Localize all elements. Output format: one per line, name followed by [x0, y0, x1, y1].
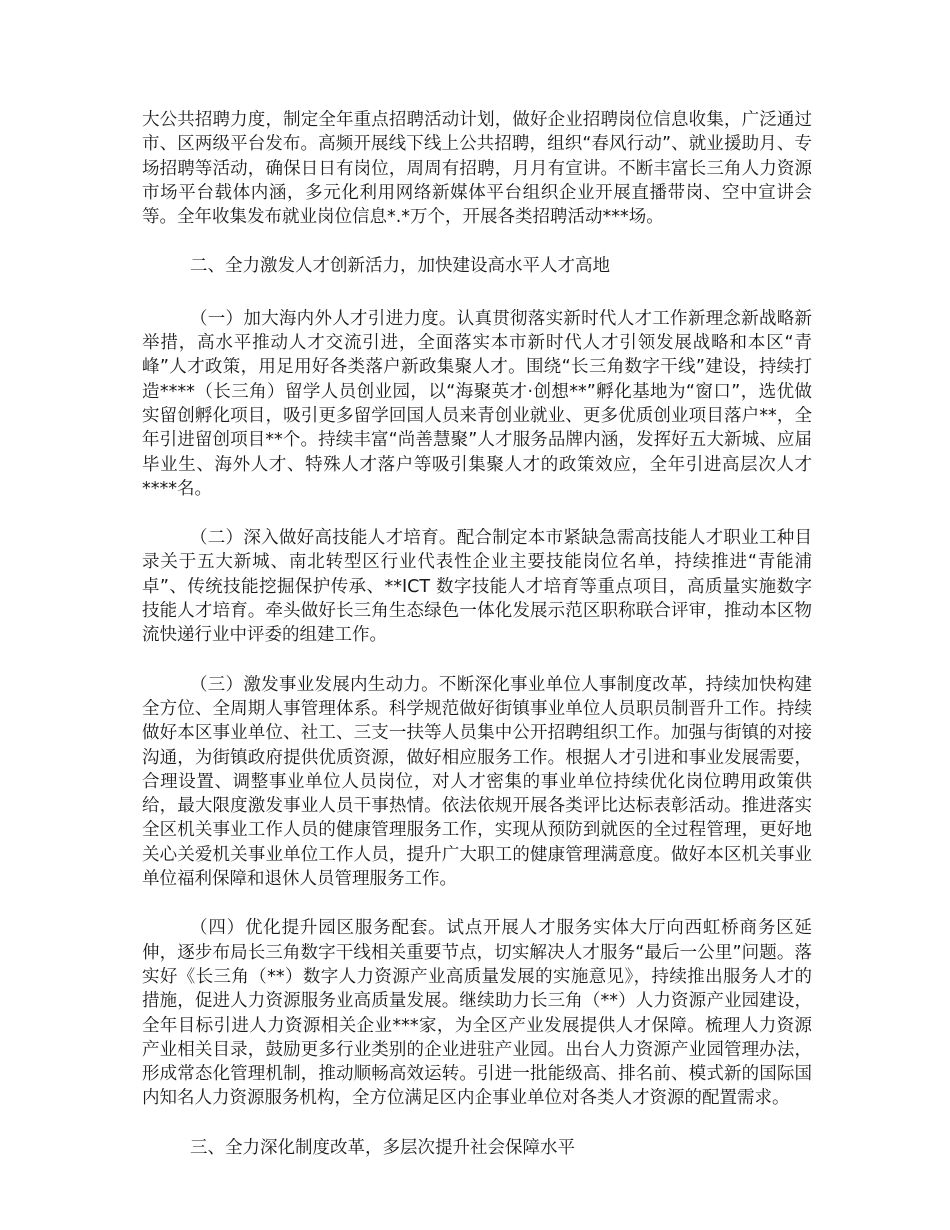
section-heading-social-security: 三、全力深化制度改革，多层次提升社会保障水平 [190, 1137, 575, 1158]
section-heading-talent: 二、全力激发人才创新活力，加快建设高水平人才高地 [190, 256, 610, 277]
paragraph-public-institution-reform: （三）激发事业发展内生动力。不断深化事业单位人事制度改革，持续加快构建全方位、全周期人事管理体系。科学规范做好街镇事业单位人员职员制晋升工作。持续做好本区事业单位、社工、三支一扶等人员集中公开招聘组织工作。加强与街镇的对接沟通，为街镇政府提供优质资源，做好相应服务工作。根据人才引进和事业发展需要，合理设置、调整事业单位人员岗位，对人才密集的事业单位持续优化岗位聘用政策供给，最大限度激发事业人员干事热情。依法依规开展各类评比达标表彰活动。推进落实全区机关事业工作人员的健康管理服务工作，实现从预防到就医的全过程管理，更好地关心关爱机关事业单位工作人员，提升广大职工的健康管理满意度。做好本区机关事业单位福利保障和退休人员管理服务工作。 [142, 674, 812, 890]
document-body [142, 108, 812, 1188]
paragraph-talent-introduction: （一）加大海内外人才引进力度。认真贯彻落实新时代人才工作新理念新战略新举措，高水平推动人才交流引进，全面落实本市新时代人才引领发展战略和本区“青峰”人才政策，用足用好各类落户新政集聚人才。围绕“长三角数字干线”建设，持续打造****（长三角）留学人员创业园，以“海聚英才·创想**”孵化基地为“窗口”，选优做实留创孵化项目，吸引更多留学回国人员来青创业就业、更多优质创业项目落户**，全年引进留创项目**个。持续丰富“尚善慧聚”人才服务品牌内涵，发挥好五大新城、应届毕业生、海外人才、特殊人才落户等吸引集聚人才的政策效应，全年引进高层次人才****名。 [142, 308, 812, 499]
paragraph-recruitment-continued: 大公共招聘力度，制定全年重点招聘活动计划，做好企业招聘岗位信息收集，广泛通过市、区两级平台发布。高频开展线下线上公共招聘，组织“春风行动”、就业援助月、专场招聘等活动，确保日日有岗位，周周有招聘，月月有宣讲。不断丰富长三角人力资源市场平台载体内涵，多元化利用网络新媒体平台组织企业开展直播带岗、空中宣讲会等。全年收集发布就业岗位信息*.*万个，开展各类招聘活动***场。 [142, 110, 812, 228]
paragraph-high-skill-training: （二）深入做好高技能人才培育。配合制定本市紧缺急需高技能人才职业工种目录关于五大新城、南北转型区行业代表性企业主要技能岗位名单，持续推进“青能浦卓”、传统技能挖掘保护传承、**ICT 数字技能人才培育等重点项目，高质量实施数字技能人才培育。牵头做好长三角生态绿色一体化发展示范区职称联合评审，推动本区物流快递行业中评委的组建工作。 [142, 528, 812, 646]
paragraph-park-services: （四）优化提升园区服务配套。试点开展人才服务实体大厅向西虹桥商务区延伸，逐步布局长三角数字干线相关重要节点，切实解决人才服务“最后一公里”问题。落实好《长三角（**）数字人力资源产业高质量发展的实施意见》，持续推出服务人才的措施，促进人力资源服务业高质量发展。继续助力长三角（**）人力资源产业园建设，全年目标引进人力资源相关企业***家，为全区产业发展提供人才保障。梳理人力资源产业相关目录，鼓励更多行业类别的企业进驻产业园。出台人力资源产业园管理办法，形成常态化管理机制，推动顺畅高效运转。引进一批能级高、排名前、模式新的国际国内知名人力资源服务机构，全方位满足区内企事业单位对各类人才资源的配置需求。 [142, 918, 812, 1109]
